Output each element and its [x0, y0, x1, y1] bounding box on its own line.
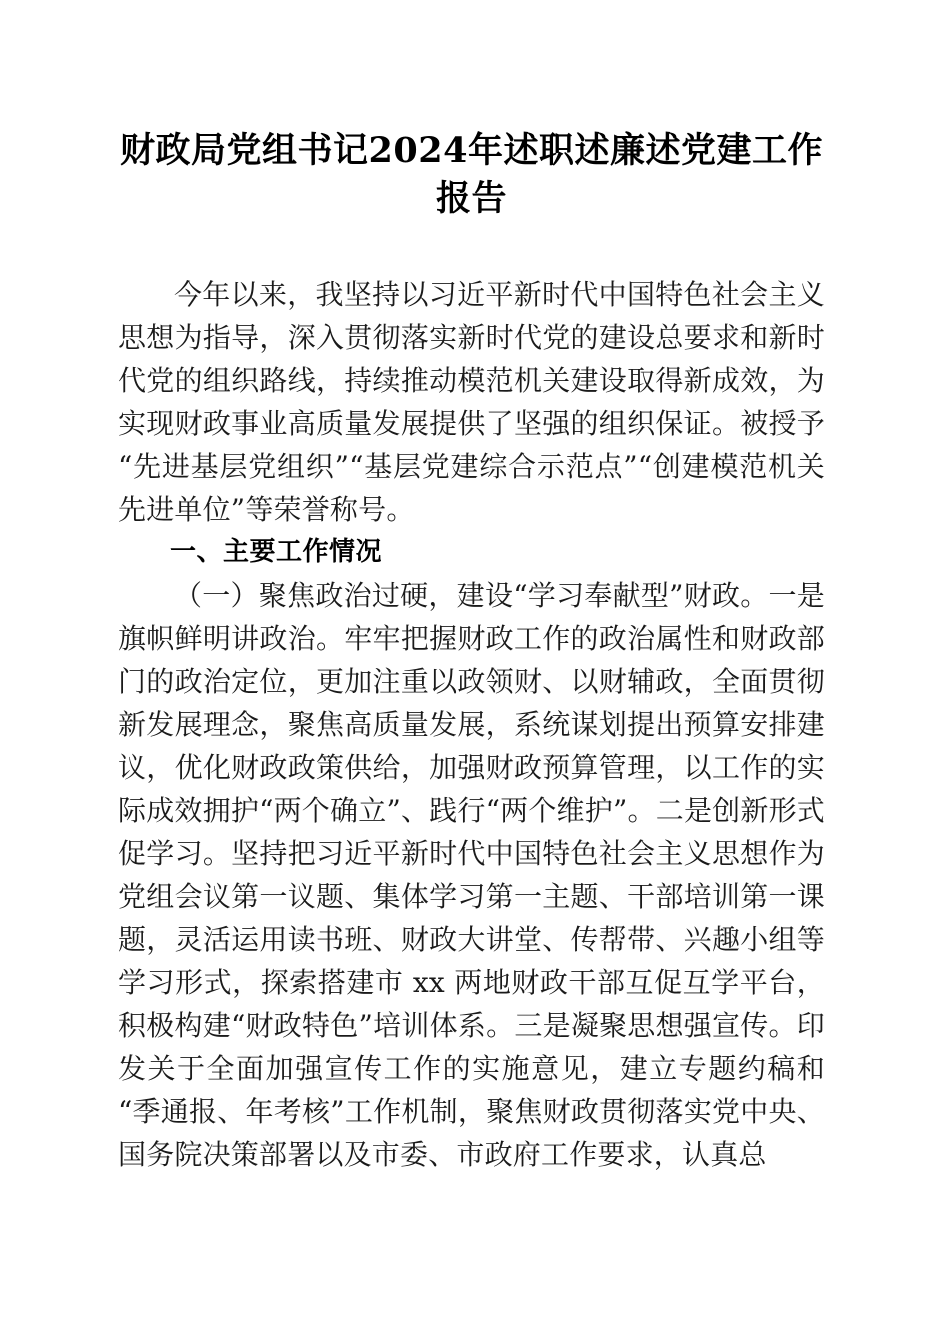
document-content-column [118, 0, 825, 1176]
opening-paragraph: 今年以来，我坚持以习近平新时代中国特色社会主义思想为指导，深入贯彻落实新时代党的建设总要求和新时代党的组织路线，持续推动模范机关建设取得新成效，为实现财政事业高质量发展提供了坚强的组织保证。被授予“先进基层党组织”“基层党建综合示范点”“创建模范机关先进单位”等荣誉称号。 [118, 278, 825, 526]
section-heading-main-work: 一、主要工作情况 [170, 537, 383, 567]
section-1-paragraph-1: （一）聚焦政治过硬，建设“学习奉献型”财政。一是旗帜鲜明讲政治。牢牢把握财政工作的政治属性和财政部门的政治定位，更加注重以政领财、以财辅政，全面贯彻新发展理念，聚焦高质量发展，系统谋划提出预算安排建议，优化财政政策供给，加强财政预算管理，以工作的实际成效拥护“两个确立”、践行“两个维护”。二是创新形式促学习。坚持把习近平新时代中国特色社会主义思想作为党组会议第一议题、集体学习第一主题、干部培训第一课题，灵活运用读书班、财政大讲堂、传帮带、兴趣小组等学习形式，探索搭建市 xx 两地财政干部互促互学平台，积极构建“财政特色”培训体系。三是凝聚思想强宣传。印发关于全面加强宣传工作的实施意见，建立专题约稿和“季通报、年考核”工作机制，聚焦财政贯彻落实党中央、国务院决策部署以及市委、市政府工作要求，认真总 [118, 579, 825, 1171]
title-body-spacer [118, 223, 825, 273]
document-title-line-1: 财政局党组书记2024年述职述廉述党建工作 [120, 130, 823, 171]
document-title [118, 0, 825, 223]
document-title-line-2: 报告 [435, 178, 507, 219]
